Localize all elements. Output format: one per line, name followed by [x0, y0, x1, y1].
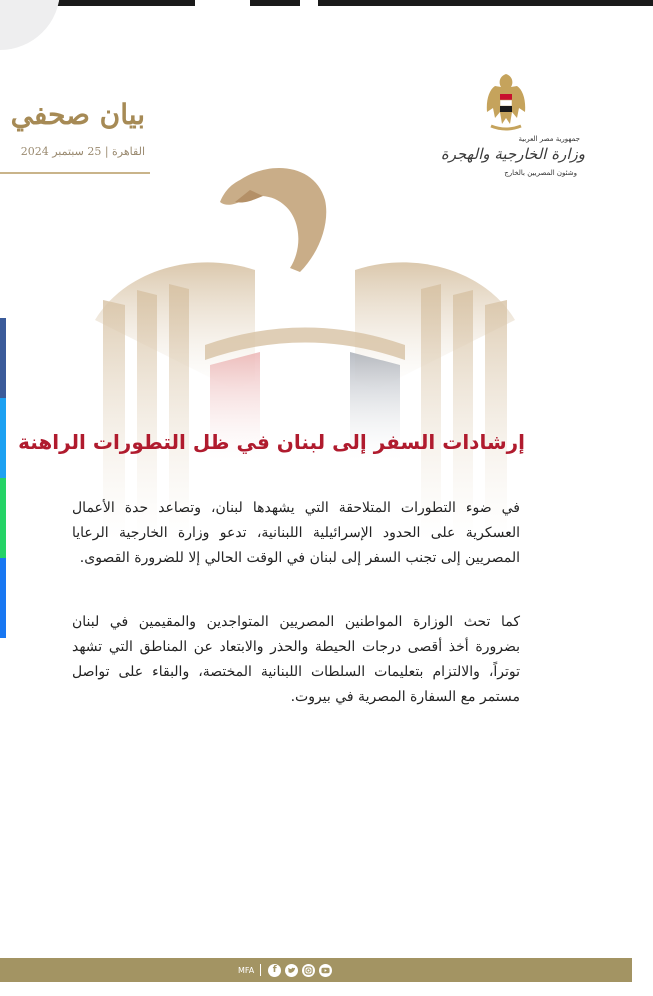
footer-social [238, 960, 332, 980]
top-bar-gap [195, 0, 250, 6]
eagle-watermark-icon [85, 160, 525, 540]
headline: إرشادات السفر إلى لبنان في ظل التطورات الراهنة [18, 430, 525, 454]
twitter-icon[interactable] [285, 964, 298, 977]
side-share-twitter-icon[interactable] [0, 398, 6, 478]
ministry-subtitle: وشئون المصريين بالخارج [504, 169, 577, 177]
side-share-facebook-icon[interactable] [0, 318, 6, 398]
instagram-icon[interactable] [302, 964, 315, 977]
footer-label: MFA [238, 965, 255, 975]
document-title: بيان صحفي [10, 98, 145, 131]
eagle-emblem-icon [483, 72, 529, 132]
footer-bar [0, 958, 632, 982]
youtube-icon[interactable] [319, 964, 332, 977]
ministry-country: جمهورية مصر العربية [518, 135, 580, 143]
dateline: القاهرة | 25 سبتمبر 2024 [20, 145, 145, 158]
body-paragraph-2: كما تحث الوزارة المواطنين المصريين المتواجدين والمقيمين في لبنان بضرورة أخذ أقصى درجات الحيطة والحذر والابتعاد عن المناطق التي تشهد توتراً، والالتزام بتعليمات السلطات اللبنانية المختصة، والبقاء على تواصل مستمر مع السفارة المصرية في بيروت. [72, 614, 520, 705]
facebook-icon[interactable]: f [268, 964, 281, 977]
top-bar [0, 0, 653, 6]
ministry-name: وزارة الخارجية والهجرة [440, 145, 585, 163]
side-share-messenger-icon[interactable] [0, 558, 6, 638]
corner-decoration [0, 0, 60, 50]
top-bar-gap [300, 0, 318, 6]
side-share-whatsapp-icon[interactable] [0, 478, 6, 558]
footer-divider [260, 964, 261, 976]
body-paragraph-1: في ضوء التطورات المتلاحقة التي يشهدها لبنان، وتصاعد حدة الأعمال العسكرية على الحدود الإسرائيلية اللبنانية، تدعو وزارة الخارجية الرعايا المصريين إلى تجنب السفر إلى لبنان في الوقت الحالي إلا للضرورة القصوى. [72, 500, 520, 566]
